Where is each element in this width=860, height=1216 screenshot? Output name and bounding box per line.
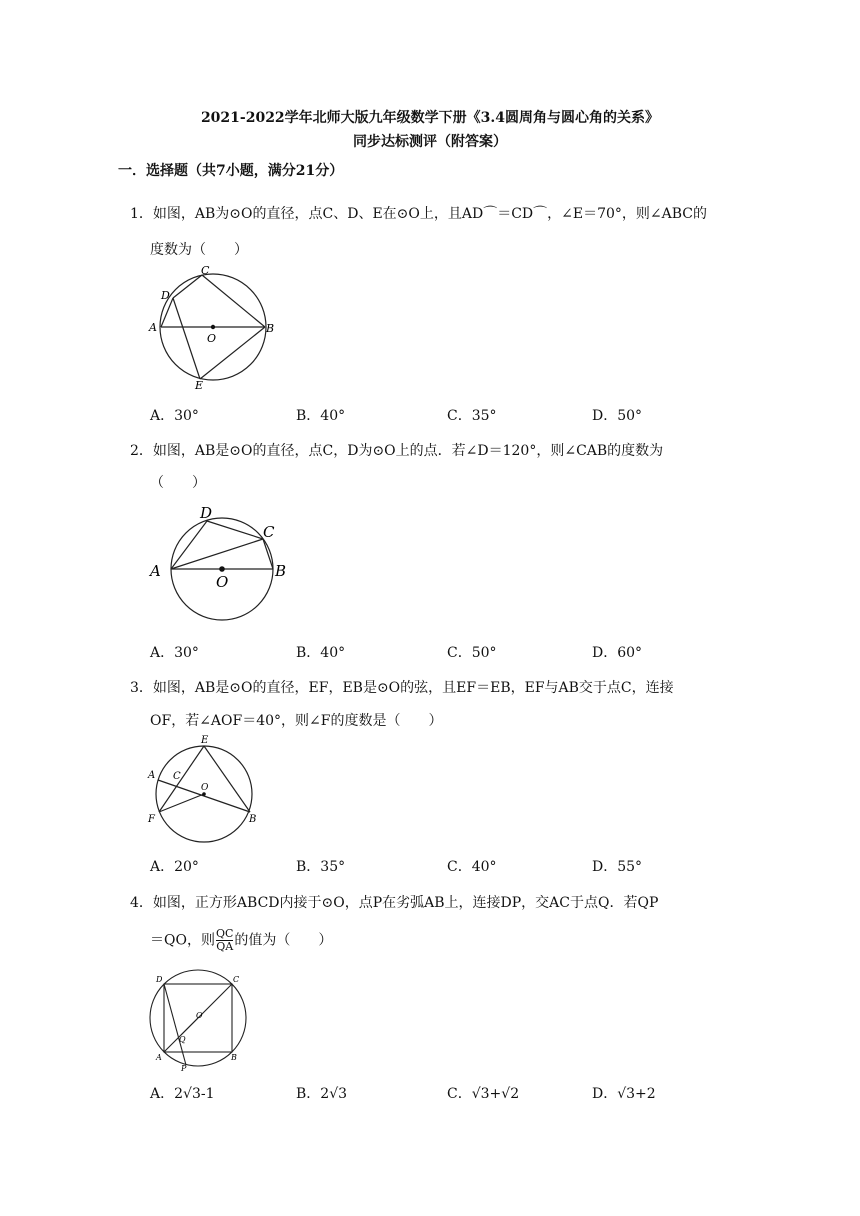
figure-label: C <box>233 975 240 984</box>
figure-label: A <box>156 1053 162 1062</box>
question-2-line2: （ ） <box>150 475 206 491</box>
figure-label: C <box>263 523 275 541</box>
choice-b[interactable]: B．35° <box>296 859 346 875</box>
figure-label: B <box>266 322 275 335</box>
question-2-line1: 2．如图，AB是⊙O的直径，点C，D为⊙O上的点．若∠D＝120°，则∠CAB的度数为 <box>130 443 664 459</box>
figure-label: A <box>149 321 157 334</box>
figure-label: A <box>148 770 156 781</box>
figure-label: D <box>156 975 163 984</box>
figure-label: A <box>150 562 161 580</box>
fraction-numerator: QC <box>215 927 234 940</box>
choice-c[interactable]: C．35° <box>447 408 497 424</box>
question-4-line2-pre: ＝QO，则 <box>150 932 215 949</box>
choice-a[interactable]: A．2√3-1 <box>150 1086 215 1102</box>
choice-d[interactable]: D．55° <box>592 859 643 875</box>
choice-d[interactable]: D．60° <box>592 645 643 661</box>
choice-d[interactable]: D．50° <box>592 408 643 424</box>
choice-a[interactable]: A．30° <box>150 408 199 424</box>
question-3-line1: 3．如图，AB是⊙O的直径，EF，EB是⊙O的弦，且EF＝EB，EF与AB交于点C，连接 <box>130 680 674 696</box>
question-4-line2-post: 的值为（ ） <box>234 932 333 949</box>
document-title-line1: 2021-2022学年北师大版九年级数学下册《3.4圆周角与圆心角的关系》 <box>200 110 660 126</box>
figure-label: D <box>161 289 170 302</box>
choice-c[interactable]: C．40° <box>447 859 497 875</box>
document-title-line2: 同步达标测评（附答案） <box>353 134 507 150</box>
figure-label: B <box>249 814 257 825</box>
figure-label: D <box>200 504 213 522</box>
question-3-choices <box>150 856 770 875</box>
choice-b[interactable]: B．40° <box>296 408 346 424</box>
question-1-choices <box>150 405 770 424</box>
figure-label: F <box>148 814 155 825</box>
figure-label: E <box>201 735 209 746</box>
figure-label: C <box>201 265 210 277</box>
choice-c[interactable]: C．√3+√2 <box>447 1086 520 1102</box>
choice-c[interactable]: C．50° <box>447 645 497 661</box>
choice-d[interactable]: D．√3+2 <box>592 1086 656 1102</box>
question-2-choices <box>150 642 770 661</box>
choice-b[interactable]: B．2√3 <box>296 1086 348 1102</box>
question-4-line1: 4．如图，正方形ABCD内接于⊙O，点P在劣弧AB上，连接DP，交AC于点Q．若QP <box>130 895 659 911</box>
question-4-line2 <box>150 928 332 953</box>
choice-a[interactable]: A．20° <box>150 859 199 875</box>
figure-label: C <box>173 771 181 782</box>
question-2-figure <box>145 500 295 628</box>
question-4-choices <box>150 1083 770 1102</box>
figure-label: B <box>275 562 287 580</box>
section-heading: 一．选择题（共7小题，满分21分） <box>118 163 344 179</box>
figure-label: B <box>231 1053 237 1062</box>
figure-label: P <box>181 1064 187 1073</box>
question-3-line2: OF，若∠AOF＝40°，则∠F的度数是（ ） <box>150 713 443 729</box>
question-1-line1: 1．如图，AB为⊙O的直径，点C、D、E在⊙O上，且AD⌒＝CD⌒，∠E＝70°，则∠ABC的 <box>130 206 708 222</box>
fraction <box>216 928 233 953</box>
choice-a[interactable]: A．30° <box>150 645 199 661</box>
figure-label: E <box>195 379 204 392</box>
question-3-figure <box>143 732 268 844</box>
fraction-denominator: QA <box>216 940 234 953</box>
figure-label: O <box>201 783 209 793</box>
figure-label: O <box>196 1011 203 1020</box>
figure-label: O <box>207 332 217 345</box>
question-1-line2: 度数为（ ） <box>150 242 248 258</box>
figure-label: O <box>216 573 229 591</box>
figure-label: Q <box>179 1035 186 1044</box>
question-1-figure <box>145 265 280 393</box>
choice-b[interactable]: B．40° <box>296 645 346 661</box>
question-4-figure <box>145 965 255 1073</box>
